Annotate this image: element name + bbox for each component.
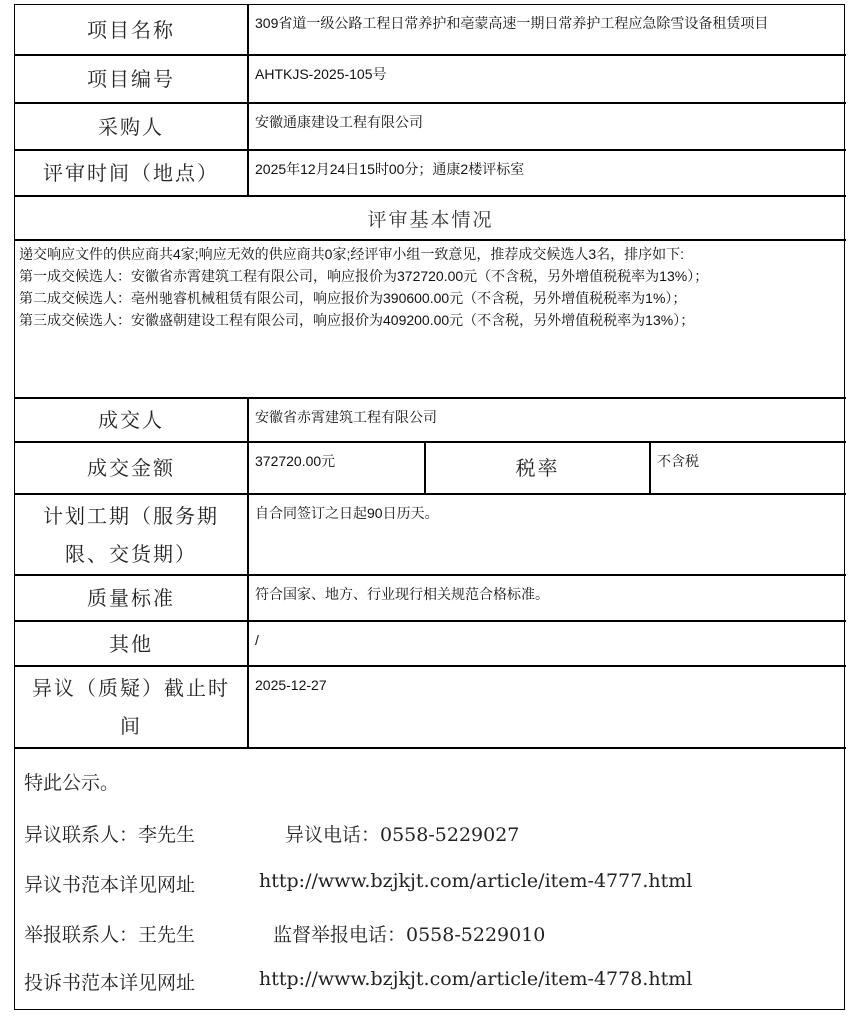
project-name-value: 309省道一级公路工程日常养护和亳蒙高速一期日常养护工程应急除雪设备租赁项目 (255, 15, 769, 31)
notice-block (15, 749, 846, 1009)
project-number-value: AHTKJS-2025-105号 (255, 66, 387, 82)
report-phone: 监督举报电话：0558-5229010 (273, 924, 546, 946)
objection-deadline-label-line1: 异议（质疑）截止时 (32, 676, 230, 700)
project-number-label: 项目编号 (87, 67, 175, 91)
announce-text: 特此公示。 (24, 772, 120, 794)
complaint-template-label: 投诉书范本详见网址 (24, 972, 196, 994)
candidate-2: 第二成交候选人：亳州驰睿机械租赁有限公司，响应报价为390600.00元（不含税，另外增值税税率为1%）； (19, 290, 687, 306)
objection-contact: 异议联系人：李先生 (24, 824, 196, 846)
quality-label: 质量标准 (87, 586, 175, 610)
quality-value: 符合国家、地方、行业现行相关规范合格标准。 (255, 586, 549, 602)
announcement-table (14, 4, 845, 1010)
objection-deadline-value: 2025-12-27 (255, 677, 327, 693)
candidate-1: 第一成交候选人：安徽省赤霄建筑工程有限公司，响应报价为372720.00元（不含税，另外增值税税率为13%）； (19, 268, 709, 284)
review-time-value: 2025年12月24日15时00分；通康2楼评标室 (255, 161, 525, 177)
tax-rate-label: 税率 (515, 456, 560, 480)
objection-deadline-label-line2: 间 (120, 714, 142, 738)
purchaser-value: 安徽通康建设工程有限公司 (255, 114, 423, 130)
objection-phone: 异议电话：0558-5229027 (285, 824, 520, 846)
period-value: 自合同签订之日起90日历天。 (255, 505, 439, 521)
other-label: 其他 (109, 631, 153, 656)
review-time-label: 评审时间（地点） (43, 161, 219, 185)
complaint-template-url[interactable]: http://www.bzjkjt.com/article/item-4778.html (259, 968, 693, 990)
objection-template-url[interactable]: http://www.bzjkjt.com/article/item-4777.html (259, 870, 693, 892)
candidate-3: 第三成交候选人：安徽盛朝建设工程有限公司，响应报价为409200.00元（不含税，另外增值税税率为13%）； (19, 312, 695, 328)
period-label-line1: 计划工期（服务期 (43, 503, 219, 528)
tax-rate-value: 不含税 (657, 453, 699, 469)
objection-template-label: 异议书范本详见网址 (24, 874, 196, 896)
other-value: / (255, 632, 259, 648)
winner-value: 安徽省赤霄建筑工程有限公司 (255, 409, 437, 425)
report-contact: 举报联系人：王先生 (24, 924, 196, 946)
objection-deadline-label (15, 667, 247, 747)
winner-label: 成交人 (98, 408, 164, 432)
period-label-line2: 限、交货期） (65, 541, 197, 566)
period-label (15, 495, 247, 574)
review-summary-line: 递交响应文件的供应商共4家;响应无效的供应商共0家;经评审小组一致意见，推荐成交候选人3名，排序如下: (19, 246, 685, 262)
project-name-label: 项目名称 (87, 17, 175, 42)
amount-label: 成交金额 (87, 456, 175, 480)
amount-value: 372720.00元 (255, 453, 336, 469)
review-section-title: 评审基本情况 (367, 208, 494, 231)
purchaser-label: 采购人 (98, 114, 164, 139)
review-summary (15, 241, 846, 397)
